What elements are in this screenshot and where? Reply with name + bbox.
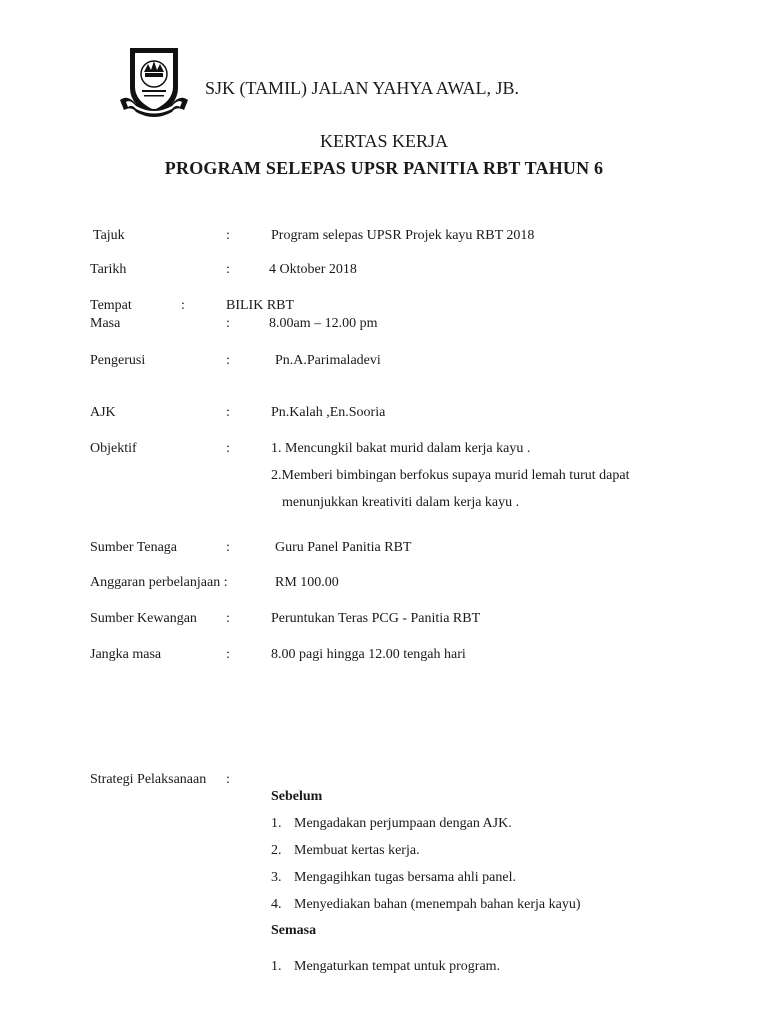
sumber-tenaga-colon: : bbox=[226, 540, 230, 555]
list-item-number: 1. bbox=[271, 959, 282, 974]
jangka-masa-value: 8.00 pagi hingga 12.00 tengah hari bbox=[271, 647, 466, 662]
objektif-label: Objektif bbox=[90, 441, 137, 456]
tempat-colon: : bbox=[181, 298, 185, 313]
program-title: PROGRAM SELEPAS UPSR PANITIA RBT TAHUN 6 bbox=[164, 158, 604, 178]
tarikh-label: Tarikh bbox=[90, 262, 127, 277]
masa-colon: : bbox=[226, 316, 230, 331]
masa-label: Masa bbox=[90, 316, 121, 331]
tarikh-value: 4 Oktober 2018 bbox=[269, 262, 357, 277]
school-name: SJK (TAMIL) JALAN YAHYA AWAL, JB. bbox=[205, 78, 519, 98]
ajk-value: Pn.Kalah ,En.Sooria bbox=[271, 405, 386, 420]
list-item-text: Membuat kertas kerja. bbox=[294, 843, 420, 858]
anggaran-label: Anggaran perbelanjaan : bbox=[90, 575, 228, 590]
list-item-number: 2. bbox=[271, 843, 282, 858]
list-item-number: 1. bbox=[271, 816, 282, 831]
sumber-tenaga-label: Sumber Tenaga bbox=[90, 540, 178, 555]
pengerusi-label: Pengerusi bbox=[90, 353, 146, 368]
sumber-kewangan-value: Peruntukan Teras PCG - Panitia RBT bbox=[271, 611, 481, 626]
list-item-text: Mengadakan perjumpaan dengan AJK. bbox=[294, 816, 512, 831]
list-item-text: Mengaturkan tempat untuk program. bbox=[294, 959, 501, 974]
ajk-label: AJK bbox=[90, 405, 116, 420]
tempat-label: Tempat bbox=[90, 298, 132, 313]
school-crest-logo bbox=[118, 44, 190, 122]
sumber-kewangan-colon: : bbox=[226, 611, 230, 626]
tempat-value: BILIK RBT bbox=[226, 298, 295, 313]
masa-value: 8.00am – 12.00 pm bbox=[269, 316, 378, 331]
list-item-number: 4. bbox=[271, 897, 282, 912]
sumber-tenaga-value: Guru Panel Panitia RBT bbox=[275, 540, 412, 555]
tarikh-colon: : bbox=[226, 262, 230, 277]
ajk-colon: : bbox=[226, 405, 230, 420]
strategi-label: Strategi Pelaksanaan bbox=[90, 772, 207, 787]
objektif-line: 2.Memberi bimbingan berfokus supaya murid lemah turut dapat bbox=[271, 468, 630, 483]
tajuk-colon: : bbox=[226, 228, 230, 243]
document-title: KERTAS KERJA bbox=[320, 131, 448, 151]
list-item-number: 3. bbox=[271, 870, 282, 885]
objektif-line: menunjukkan kreativiti dalam kerja kayu . bbox=[282, 495, 520, 510]
jangka-masa-label: Jangka masa bbox=[90, 647, 162, 662]
semasa-heading: Semasa bbox=[271, 923, 317, 938]
strategi-colon: : bbox=[226, 772, 230, 787]
anggaran-value: RM 100.00 bbox=[275, 575, 339, 590]
pengerusi-value: Pn.A.Parimaladevi bbox=[275, 353, 381, 368]
sumber-kewangan-label: Sumber Kewangan bbox=[90, 611, 197, 626]
list-item-text: Menyediakan bahan (menempah bahan kerja kayu) bbox=[294, 897, 581, 912]
list-item-text: Mengagihkan tugas bersama ahli panel. bbox=[294, 870, 516, 885]
objektif-line: 1. Mencungkil bakat murid dalam kerja kayu . bbox=[271, 441, 531, 456]
pengerusi-colon: : bbox=[226, 353, 230, 368]
tajuk-value: Program selepas UPSR Projek kayu RBT 2018 bbox=[271, 228, 535, 243]
tajuk-label: Tajuk bbox=[93, 228, 125, 243]
sebelum-heading: Sebelum bbox=[271, 789, 323, 804]
jangka-masa-colon: : bbox=[226, 647, 230, 662]
objektif-colon: : bbox=[226, 441, 230, 456]
